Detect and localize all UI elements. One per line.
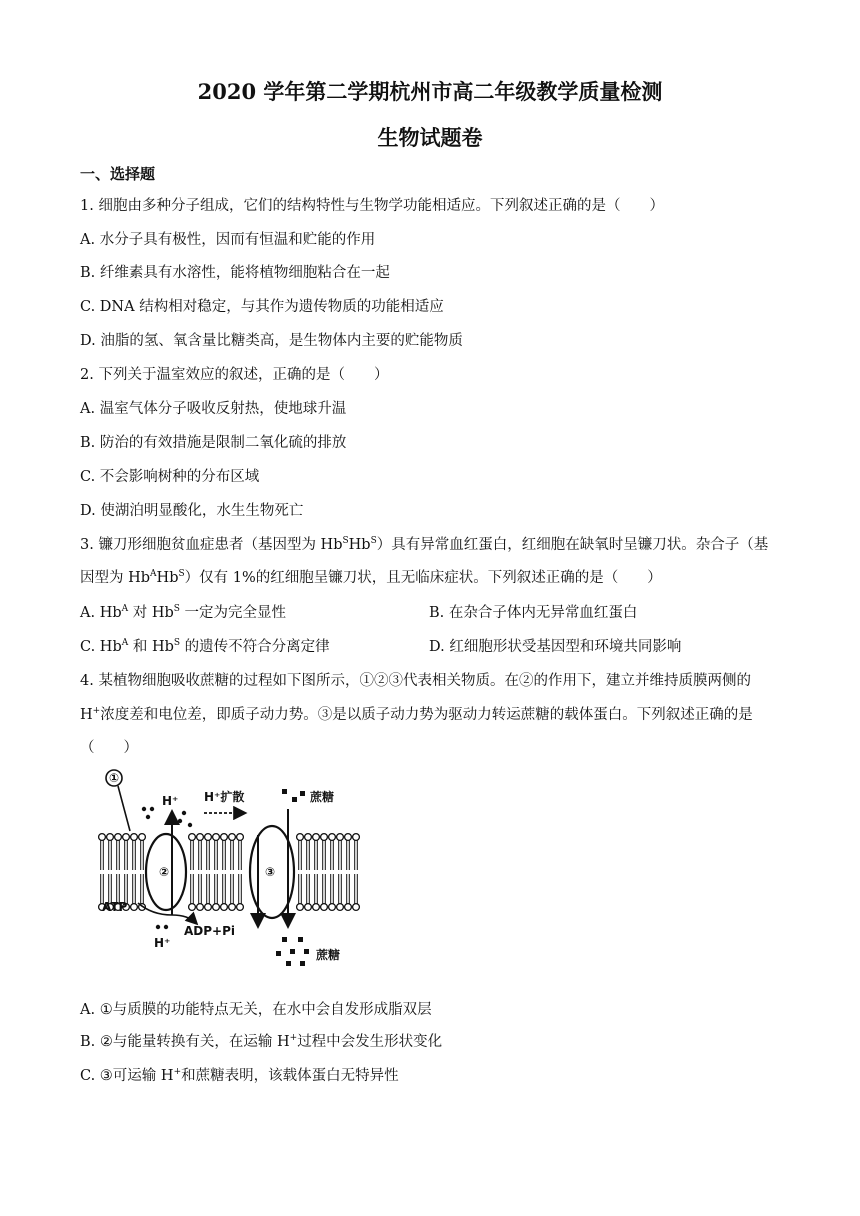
lipid-head xyxy=(123,834,130,841)
lipid-tail xyxy=(347,840,350,870)
lipid-tail xyxy=(315,840,318,870)
question-3-option-b: B. 在杂合子体内无异常血红蛋白 xyxy=(429,605,638,621)
lipid-tail xyxy=(101,840,104,870)
lipid-head xyxy=(297,834,304,841)
lipid-tail xyxy=(117,840,120,870)
lipid-tail xyxy=(347,874,350,904)
question-2-option-a: A. 温室气体分子吸收反射热，使地球升温 xyxy=(80,401,347,417)
lipid-head xyxy=(345,904,352,911)
question-3-option-c: C. $Hb^A$ 和 $Hb^S$ 的遗传不符合分离定律 xyxy=(80,638,330,655)
question-4-option-c: C. ③可运输 H+和蔗糖表明，该载体蛋白无特异性 xyxy=(80,1067,399,1084)
lipid-tail xyxy=(199,840,202,870)
lipid-head xyxy=(321,834,328,841)
lipid-tail xyxy=(239,874,242,904)
question-2-option-d: D. 使湖泊明显酸化，水生生物死亡 xyxy=(80,503,304,519)
lipid-tail xyxy=(191,874,194,904)
question-2-option-b: B. 防治的有效措施是限制二氧化硫的排放 xyxy=(80,435,347,451)
question-4-option-a: A. ①与质膜的功能特点无关，在水中会自发形成脂双层 xyxy=(80,1002,432,1018)
lipid-tail xyxy=(355,840,358,870)
section-heading: 一、选择题 xyxy=(80,165,156,183)
lipid-tail xyxy=(315,874,318,904)
lipid-tail xyxy=(141,874,144,904)
lipid-head xyxy=(197,904,204,911)
question-2-stem: 2. 下列关于温室效应的叙述，正确的是（ ） xyxy=(80,367,389,383)
lipid-tail xyxy=(231,874,234,904)
lipid-head xyxy=(237,834,244,841)
lipid-tail xyxy=(223,840,226,870)
lipid-head xyxy=(131,834,138,841)
question-3-stem: 3. 镰刀形细胞贫血症患者（基因型为 $Hb^SHb^S$）具有异常血红蛋白，红细胞在缺氧时呈镰刀状。杂合子（基 xyxy=(80,536,769,553)
lipid-tail xyxy=(323,840,326,870)
lipid-tail xyxy=(207,874,210,904)
lipid-head xyxy=(337,834,344,841)
label-1: ① xyxy=(109,771,120,785)
lipid-head xyxy=(99,834,106,841)
lipid-tail xyxy=(339,840,342,870)
question-1-stem: 1. 细胞由多种分子组成，它们的结构特性与生物学功能相适应。下列叙述正确的是（ ） xyxy=(80,198,664,214)
lipid-head xyxy=(321,904,328,911)
question-1-option-c: C. DNA 结构相对稳定，与其作为遗传物质的功能相适应 xyxy=(80,299,444,315)
phospholipid-bilayer xyxy=(99,834,360,911)
question-2-option-c: C. 不会影响树种的分布区域 xyxy=(80,469,260,485)
lipid-head xyxy=(189,834,196,841)
question-3-option-a: A. $Hb^A$ 对 $Hb^S$ 一定为完全显性 xyxy=(80,604,287,621)
atp-label: ATP xyxy=(102,900,128,914)
question-4-stem-cont: H+浓度差和电位差，即质子动力势。③是以质子动力势为驱动力转运蔗糖的载体蛋白。下列叙述正确的是 xyxy=(80,706,753,723)
lipid-head xyxy=(305,904,312,911)
lipid-tail xyxy=(331,874,334,904)
adp-pi-label: ADP+Pi xyxy=(184,924,236,938)
lipid-head xyxy=(197,834,204,841)
lipid-head xyxy=(297,904,304,911)
lipid-tail xyxy=(307,874,310,904)
lipid-tail xyxy=(299,840,302,870)
lipid-head xyxy=(221,904,228,911)
lipid-head xyxy=(139,834,146,841)
lipid-head xyxy=(337,904,344,911)
lipid-head xyxy=(329,904,336,911)
h-diffusion-label: H⁺扩散 xyxy=(204,790,245,804)
membrane-diagram-svg xyxy=(92,765,372,977)
question-4-stem-end: （ ） xyxy=(80,740,138,756)
lipid-head xyxy=(205,904,212,911)
lipid-tail xyxy=(299,874,302,904)
exam-title: 2020 学年第二学期杭州市高二年级教学质量检测 xyxy=(197,79,663,104)
exam-subtitle: 生物试题卷 xyxy=(377,125,483,150)
lipid-tail xyxy=(239,840,242,870)
lipid-tail xyxy=(215,840,218,870)
lipid-head xyxy=(353,904,360,911)
lipid-head xyxy=(229,834,236,841)
h-ion-top-label: H⁺ xyxy=(162,794,179,808)
question-4-option-b: B. ②与能量转换有关，在运输 H+过程中会发生形状变化 xyxy=(80,1033,443,1050)
lipid-tail xyxy=(323,874,326,904)
lipid-head xyxy=(313,834,320,841)
h-ion-bottom-label: H⁺ xyxy=(154,936,171,950)
lipid-head xyxy=(313,904,320,911)
lipid-tail xyxy=(133,874,136,904)
lipid-head xyxy=(205,834,212,841)
lipid-head xyxy=(131,904,138,911)
lipid-tail xyxy=(307,840,310,870)
lipid-tail xyxy=(331,840,334,870)
lipid-head xyxy=(237,904,244,911)
lipid-head xyxy=(213,904,220,911)
lipid-tail xyxy=(223,874,226,904)
lipid-tail xyxy=(207,840,210,870)
lipid-tail xyxy=(191,840,194,870)
membrane-transport-figure xyxy=(92,765,372,977)
lipid-tail xyxy=(141,840,144,870)
label-2: ② xyxy=(159,865,170,879)
sucrose-bottom-label: 蔗糖 xyxy=(316,948,341,962)
sucrose-top-label: 蔗糖 xyxy=(310,790,335,804)
lipid-head xyxy=(107,834,114,841)
lipid-head xyxy=(115,834,122,841)
question-3-option-d: D. 红细胞形状受基因型和环境共同影响 xyxy=(429,639,682,655)
label-3: ③ xyxy=(265,865,276,879)
lipid-tail xyxy=(133,840,136,870)
lipid-tail xyxy=(339,874,342,904)
lipid-tail xyxy=(199,874,202,904)
lipid-tail xyxy=(231,840,234,870)
lipid-head xyxy=(189,904,196,911)
lipid-head xyxy=(221,834,228,841)
lipid-head xyxy=(345,834,352,841)
question-4-stem: 4. 某植物细胞吸收蔗糖的过程如下图所示，①②③代表相关物质。在②的作用下，建立并维持质膜两侧的 xyxy=(80,673,751,689)
question-1-option-b: B. 纤维素具有水溶性，能将植物细胞粘合在一起 xyxy=(80,265,390,281)
question-1-option-d: D. 油脂的氢、氧含量比糖类高，是生物体内主要的贮能物质 xyxy=(80,333,463,349)
lipid-tail xyxy=(125,840,128,870)
lipid-tail xyxy=(215,874,218,904)
lipid-head xyxy=(329,834,336,841)
lipid-head xyxy=(353,834,360,841)
lipid-head xyxy=(305,834,312,841)
lipid-tail xyxy=(355,874,358,904)
lipid-tail xyxy=(109,840,112,870)
lipid-head xyxy=(213,834,220,841)
question-1-option-a: A. 水分子具有极性，因而有恒温和贮能的作用 xyxy=(80,232,376,248)
label-1-pointer xyxy=(118,786,130,831)
question-3-stem-cont: 因型为 $Hb^AHb^S$）仅有 1%的红细胞呈镰刀状，且无临床症状。下列叙述正确的是（ ） xyxy=(80,569,662,586)
lipid-head xyxy=(229,904,236,911)
